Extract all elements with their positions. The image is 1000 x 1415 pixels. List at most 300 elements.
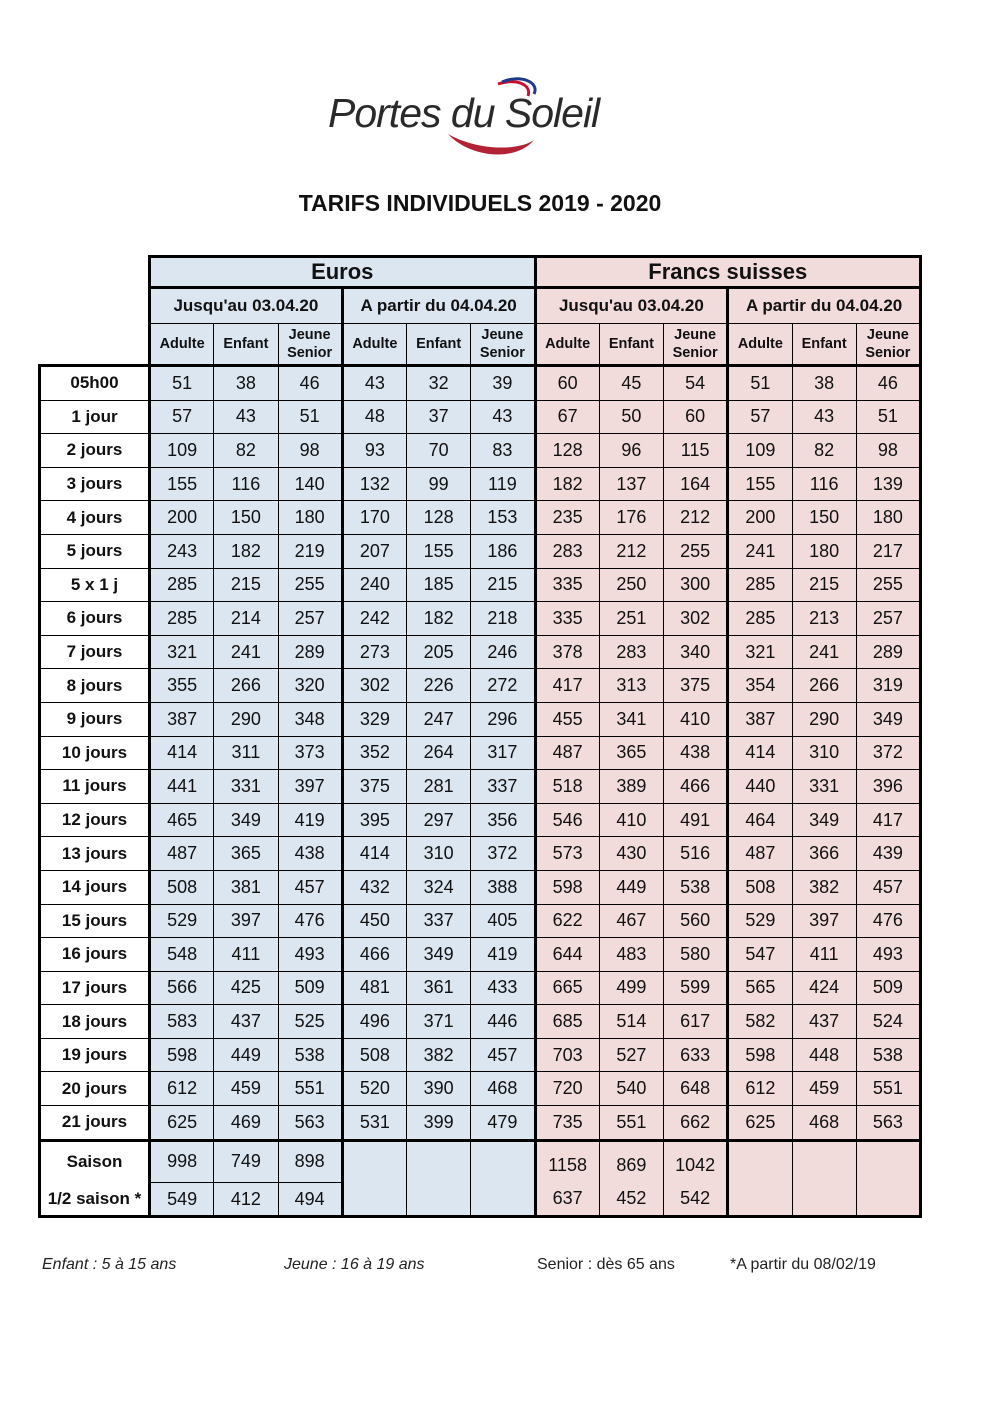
table-row	[40, 366, 921, 401]
price-cell: 255	[664, 534, 728, 568]
row-label: 19 jours	[40, 1038, 150, 1072]
category-senior: Senior	[865, 345, 911, 361]
category-adulte: Adulte	[535, 324, 599, 366]
price-cell: 612	[150, 1072, 214, 1106]
table-row	[40, 1005, 921, 1039]
price-cell: 493	[278, 938, 342, 972]
footer-note: *A partir du 08/02/19	[730, 1256, 876, 1273]
price-cell: 410	[664, 702, 728, 736]
price-cell: 137	[599, 467, 663, 501]
price-cell: 182	[535, 467, 599, 501]
price-cell: 331	[214, 770, 278, 804]
price-cell: 356	[471, 803, 535, 837]
price-cell: 349	[792, 803, 856, 837]
price-cell: 411	[214, 938, 278, 972]
period-eur-before: Jusqu'au 03.04.20	[150, 288, 343, 324]
price-cell: 302	[342, 669, 406, 703]
price-cell: 625	[150, 1106, 214, 1141]
price-cell: 598	[728, 1038, 792, 1072]
price-cell: 296	[471, 702, 535, 736]
price-cell: 548	[150, 938, 214, 972]
price-cell: 397	[278, 770, 342, 804]
price-cell: 46	[278, 366, 342, 401]
price-cell: 38	[214, 366, 278, 401]
row-label: 21 jours	[40, 1106, 150, 1141]
price-cell: 54	[664, 366, 728, 401]
price-cell: 547	[728, 938, 792, 972]
price-cell: 438	[278, 837, 342, 871]
price-cell: 207	[342, 534, 406, 568]
price-cell: 487	[150, 837, 214, 871]
price-cell: 540	[599, 1072, 663, 1106]
price-cell: 387	[728, 702, 792, 736]
price-cell: 283	[599, 635, 663, 669]
price-cell: 538	[856, 1038, 920, 1072]
price-cell: 153	[471, 501, 535, 535]
category-enfant: Enfant	[214, 324, 278, 366]
price-cell: 43	[214, 400, 278, 434]
price-cell: 180	[856, 501, 920, 535]
price-cell: 51	[856, 400, 920, 434]
price-cell: 321	[150, 635, 214, 669]
price-cell: 563	[278, 1106, 342, 1141]
period-eur-after: A partir du 04.04.20	[342, 288, 535, 324]
footer-enfant: Enfant : 5 à 15 ans	[42, 1256, 177, 1273]
price-cell: 573	[535, 837, 599, 871]
price-cell: 302	[664, 602, 728, 636]
season-price-cell: 637	[535, 1182, 599, 1217]
price-cell: 215	[214, 568, 278, 602]
price-cell: 200	[150, 501, 214, 535]
price-cell: 560	[664, 904, 728, 938]
row-label: 16 jours	[40, 938, 150, 972]
price-cell: 518	[535, 770, 599, 804]
price-cell: 455	[535, 702, 599, 736]
price-cell: 665	[535, 971, 599, 1005]
price-cell: 662	[664, 1106, 728, 1141]
price-cell: 735	[535, 1106, 599, 1141]
price-cell: 509	[856, 971, 920, 1005]
price-cell: 96	[599, 434, 663, 468]
price-cell: 372	[471, 837, 535, 871]
price-cell: 551	[278, 1072, 342, 1106]
price-cell: 466	[664, 770, 728, 804]
season-label: Saison	[40, 1140, 150, 1182]
price-cell: 405	[471, 904, 535, 938]
price-cell: 289	[278, 635, 342, 669]
price-cell: 449	[599, 870, 663, 904]
price-cell: 257	[856, 602, 920, 636]
price-cell: 98	[278, 434, 342, 468]
price-cell: 375	[342, 770, 406, 804]
price-cell: 491	[664, 803, 728, 837]
currency-euros: Euros	[150, 257, 536, 288]
price-cell: 273	[342, 635, 406, 669]
price-cell: 509	[278, 971, 342, 1005]
price-cell: 215	[471, 568, 535, 602]
price-cell: 476	[278, 904, 342, 938]
category-adulte: Adulte	[728, 324, 792, 366]
price-cell: 538	[278, 1038, 342, 1072]
price-cell: 414	[150, 736, 214, 770]
row-label: 20 jours	[40, 1072, 150, 1106]
price-cell: 551	[599, 1106, 663, 1141]
table-row	[40, 467, 921, 501]
category-jeune-senior	[278, 324, 342, 366]
price-cell: 200	[728, 501, 792, 535]
price-cell: 440	[728, 770, 792, 804]
price-cell: 355	[150, 669, 214, 703]
price-cell: 449	[214, 1038, 278, 1072]
price-cell: 437	[214, 1005, 278, 1039]
price-cell: 251	[599, 602, 663, 636]
price-cell: 109	[150, 434, 214, 468]
price-cell: 213	[792, 602, 856, 636]
price-cell: 217	[856, 534, 920, 568]
price-cell: 582	[728, 1005, 792, 1039]
price-cell: 182	[407, 602, 471, 636]
currency-chf: Francs suisses	[535, 257, 921, 288]
price-cell: 622	[535, 904, 599, 938]
price-cell: 441	[150, 770, 214, 804]
price-cell: 93	[342, 434, 406, 468]
price-cell: 349	[214, 803, 278, 837]
price-cell: 214	[214, 602, 278, 636]
season-price-cell: 452	[599, 1182, 663, 1217]
price-cell: 371	[407, 1005, 471, 1039]
empty-cell	[728, 1140, 792, 1217]
price-cell: 119	[471, 467, 535, 501]
price-cell: 598	[535, 870, 599, 904]
category-adulte: Adulte	[342, 324, 406, 366]
price-cell: 60	[664, 400, 728, 434]
price-cell: 57	[150, 400, 214, 434]
price-cell: 467	[599, 904, 663, 938]
price-cell: 320	[278, 669, 342, 703]
price-cell: 419	[278, 803, 342, 837]
season-price-cell: 542	[664, 1182, 728, 1217]
price-cell: 180	[792, 534, 856, 568]
price-cell: 565	[728, 971, 792, 1005]
price-cell: 310	[407, 837, 471, 871]
price-cell: 583	[150, 1005, 214, 1039]
row-label: 10 jours	[40, 736, 150, 770]
price-cell: 457	[856, 870, 920, 904]
price-cell: 186	[471, 534, 535, 568]
price-cell: 466	[342, 938, 406, 972]
price-cell: 290	[214, 702, 278, 736]
price-cell: 226	[407, 669, 471, 703]
price-cell: 212	[664, 501, 728, 535]
category-jeune-senior	[471, 324, 535, 366]
price-cell: 297	[407, 803, 471, 837]
table-row	[40, 1038, 921, 1072]
price-cell: 82	[792, 434, 856, 468]
price-cell: 685	[535, 1005, 599, 1039]
price-cell: 361	[407, 971, 471, 1005]
price-cell: 612	[728, 1072, 792, 1106]
price-cell: 598	[150, 1038, 214, 1072]
price-cell: 365	[599, 736, 663, 770]
price-cell: 382	[792, 870, 856, 904]
season-price-cell: 898	[278, 1140, 342, 1182]
price-cell: 285	[150, 568, 214, 602]
price-cell: 331	[792, 770, 856, 804]
table-row	[40, 702, 921, 736]
price-cell: 150	[214, 501, 278, 535]
price-cell: 337	[407, 904, 471, 938]
row-label: 17 jours	[40, 971, 150, 1005]
price-cell: 425	[214, 971, 278, 1005]
row-label: 1 jour	[40, 400, 150, 434]
price-cell: 266	[792, 669, 856, 703]
price-cell: 329	[342, 702, 406, 736]
row-label: 7 jours	[40, 635, 150, 669]
price-cell: 255	[856, 568, 920, 602]
price-cell: 459	[214, 1072, 278, 1106]
price-cell: 514	[599, 1005, 663, 1039]
price-cell: 372	[856, 736, 920, 770]
price-cell: 51	[150, 366, 214, 401]
price-cell: 388	[471, 870, 535, 904]
price-cell: 116	[214, 467, 278, 501]
price-cell: 39	[471, 366, 535, 401]
category-jeune-senior	[856, 324, 920, 366]
empty-cell	[471, 1140, 535, 1217]
price-cell: 235	[535, 501, 599, 535]
table-row	[40, 534, 921, 568]
price-cell: 599	[664, 971, 728, 1005]
price-cell: 57	[728, 400, 792, 434]
price-cell: 469	[214, 1106, 278, 1141]
price-cell: 324	[407, 870, 471, 904]
category-jeune: Jeune	[481, 327, 524, 343]
table-row	[40, 971, 921, 1005]
price-cell: 99	[407, 467, 471, 501]
price-cell: 633	[664, 1038, 728, 1072]
row-label: 5 x 1 j	[40, 568, 150, 602]
category-enfant: Enfant	[599, 324, 663, 366]
table-row	[40, 568, 921, 602]
price-cell: 531	[342, 1106, 406, 1141]
price-cell: 212	[599, 534, 663, 568]
category-senior: Senior	[479, 345, 525, 361]
row-label: 11 jours	[40, 770, 150, 804]
category-jeune: Jeune	[866, 327, 909, 343]
row-label: 9 jours	[40, 702, 150, 736]
price-cell: 450	[342, 904, 406, 938]
price-cell: 487	[728, 837, 792, 871]
category-senior: Senior	[672, 345, 718, 361]
period-chf-before: Jusqu'au 03.04.20	[535, 288, 728, 324]
price-cell: 246	[471, 635, 535, 669]
season-price-cell: 869	[599, 1140, 663, 1182]
price-cell: 290	[792, 702, 856, 736]
price-cell: 337	[471, 770, 535, 804]
price-cell: 381	[214, 870, 278, 904]
price-cell: 38	[792, 366, 856, 401]
price-cell: 349	[856, 702, 920, 736]
price-cell: 300	[664, 568, 728, 602]
price-cell: 366	[792, 837, 856, 871]
price-cell: 218	[471, 602, 535, 636]
row-label: 15 jours	[40, 904, 150, 938]
table-row	[40, 669, 921, 703]
price-cell: 70	[407, 434, 471, 468]
price-cell: 139	[856, 467, 920, 501]
price-cell: 43	[342, 366, 406, 401]
price-cell: 240	[342, 568, 406, 602]
price-cell: 182	[214, 534, 278, 568]
price-cell: 170	[342, 501, 406, 535]
price-cell: 525	[278, 1005, 342, 1039]
season-price-cell: 549	[150, 1182, 214, 1217]
price-cell: 417	[856, 803, 920, 837]
price-cell: 395	[342, 803, 406, 837]
price-cell: 448	[792, 1038, 856, 1072]
price-cell: 341	[599, 702, 663, 736]
price-cell: 32	[407, 366, 471, 401]
page-title: TARIFS INDIVIDUELS 2019 - 2020	[298, 190, 662, 216]
price-cell: 529	[728, 904, 792, 938]
price-cell: 155	[407, 534, 471, 568]
category-jeune: Jeune	[288, 327, 331, 343]
table-row	[40, 635, 921, 669]
price-cell: 508	[150, 870, 214, 904]
price-cell: 483	[599, 938, 663, 972]
table-row	[40, 870, 921, 904]
price-cell: 283	[535, 534, 599, 568]
price-cell: 648	[664, 1072, 728, 1106]
price-cell: 285	[150, 602, 214, 636]
price-cell: 285	[728, 568, 792, 602]
price-cell: 51	[278, 400, 342, 434]
price-cell: 365	[214, 837, 278, 871]
price-cell: 205	[407, 635, 471, 669]
price-cell: 419	[471, 938, 535, 972]
price-cell: 529	[150, 904, 214, 938]
season-price-cell: 412	[214, 1182, 278, 1217]
season-price-cell: 1042	[664, 1140, 728, 1182]
price-cell: 410	[599, 803, 663, 837]
price-cell: 67	[535, 400, 599, 434]
price-cell: 115	[664, 434, 728, 468]
row-label: 05h00	[40, 366, 150, 401]
tariff-table	[38, 255, 922, 1218]
price-cell: 264	[407, 736, 471, 770]
category-enfant: Enfant	[792, 324, 856, 366]
price-cell: 46	[856, 366, 920, 401]
price-cell: 317	[471, 736, 535, 770]
price-cell: 60	[535, 366, 599, 401]
price-cell: 496	[342, 1005, 406, 1039]
price-cell: 51	[728, 366, 792, 401]
price-cell: 335	[535, 568, 599, 602]
price-cell: 128	[407, 501, 471, 535]
footer-senior: Senior : dès 65 ans	[537, 1256, 675, 1273]
table-row	[40, 501, 921, 535]
price-cell: 272	[471, 669, 535, 703]
price-cell: 493	[856, 938, 920, 972]
price-cell: 551	[856, 1072, 920, 1106]
price-cell: 98	[856, 434, 920, 468]
price-cell: 340	[664, 635, 728, 669]
price-cell: 50	[599, 400, 663, 434]
price-cell: 285	[728, 602, 792, 636]
portes-du-soleil-logo	[320, 76, 620, 160]
table-row	[40, 434, 921, 468]
price-cell: 82	[214, 434, 278, 468]
empty-cell	[407, 1140, 471, 1217]
price-cell: 289	[856, 635, 920, 669]
category-jeune-senior	[664, 324, 728, 366]
price-cell: 390	[407, 1072, 471, 1106]
price-cell: 132	[342, 467, 406, 501]
price-cell: 499	[599, 971, 663, 1005]
season-price-cell: 749	[214, 1140, 278, 1182]
price-cell: 281	[407, 770, 471, 804]
price-cell: 243	[150, 534, 214, 568]
price-cell: 387	[150, 702, 214, 736]
price-cell: 520	[342, 1072, 406, 1106]
price-cell: 437	[792, 1005, 856, 1039]
price-cell: 241	[792, 635, 856, 669]
price-cell: 446	[471, 1005, 535, 1039]
price-cell: 335	[535, 602, 599, 636]
price-cell: 516	[664, 837, 728, 871]
price-cell: 242	[342, 602, 406, 636]
price-cell: 378	[535, 635, 599, 669]
price-cell: 150	[792, 501, 856, 535]
price-cell: 45	[599, 366, 663, 401]
price-cell: 625	[728, 1106, 792, 1141]
row-label: 6 jours	[40, 602, 150, 636]
price-cell: 508	[728, 870, 792, 904]
table-row	[40, 400, 921, 434]
price-cell: 43	[792, 400, 856, 434]
price-cell: 313	[599, 669, 663, 703]
period-chf-after: A partir du 04.04.20	[728, 288, 921, 324]
table-row	[40, 1072, 921, 1106]
price-cell: 424	[792, 971, 856, 1005]
price-cell: 411	[792, 938, 856, 972]
table-row	[40, 904, 921, 938]
price-cell: 140	[278, 467, 342, 501]
price-cell: 215	[792, 568, 856, 602]
price-cell: 241	[214, 635, 278, 669]
season-price-cell: 998	[150, 1140, 214, 1182]
row-label: 18 jours	[40, 1005, 150, 1039]
price-cell: 352	[342, 736, 406, 770]
price-cell: 185	[407, 568, 471, 602]
price-cell: 464	[728, 803, 792, 837]
category-enfant: Enfant	[407, 324, 471, 366]
price-cell: 116	[792, 467, 856, 501]
price-cell: 433	[471, 971, 535, 1005]
price-cell: 250	[599, 568, 663, 602]
price-cell: 354	[728, 669, 792, 703]
price-cell: 48	[342, 400, 406, 434]
price-cell: 580	[664, 938, 728, 972]
price-cell: 720	[535, 1072, 599, 1106]
price-cell: 644	[535, 938, 599, 972]
price-cell: 349	[407, 938, 471, 972]
price-cell: 373	[278, 736, 342, 770]
price-cell: 164	[664, 467, 728, 501]
row-label: 8 jours	[40, 669, 150, 703]
row-label: 3 jours	[40, 467, 150, 501]
price-cell: 414	[342, 837, 406, 871]
